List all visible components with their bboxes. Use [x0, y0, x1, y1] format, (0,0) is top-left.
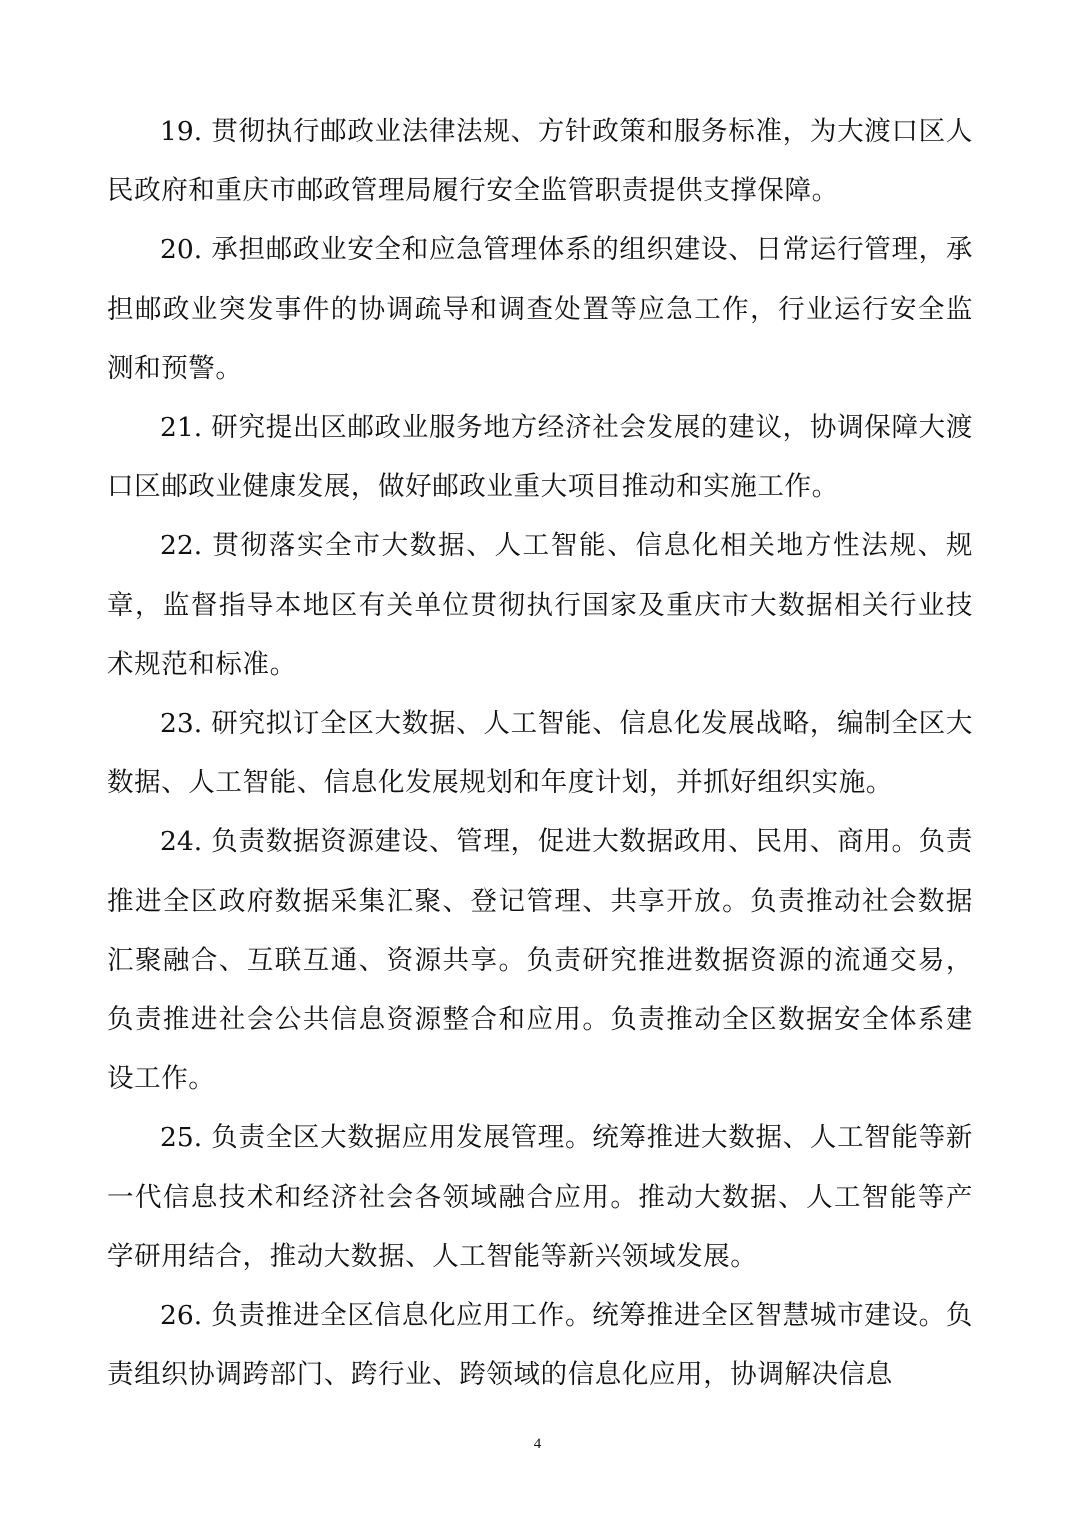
item-text: 承担邮政业安全和应急管理体系的组织建设、日常运行管理，承担邮政业突发事件的协调疏导和调查处置等应急工作，行业运行安全监测和预警。: [107, 234, 973, 384]
item-text: 负责数据资源建设、管理，促进大数据政用、民用、商用。负责推进全区政府数据采集汇聚、登记管理、共享开放。负责推动社会数据汇聚融合、互联互通、资源共享。负责研究推进数据资源的流通交易，负责推进社会公共信息资源整合和应用。负责推动全区数据安全体系建设工作。: [107, 826, 973, 1095]
item-text: 研究拟订全区大数据、人工智能、信息化发展战略，编制全区大数据、人工智能、信息化发展规划和年度计划，并抓好组织实施。: [107, 708, 973, 799]
item-number: 19.: [160, 116, 203, 147]
paragraph-26: [107, 1286, 973, 1404]
item-number: 24.: [160, 826, 203, 858]
item-number: 23.: [160, 708, 203, 740]
item-text: 贯彻落实全市大数据、人工智能、信息化相关地方性法规、规章，监督指导本地区有关单位贯彻执行国家及重庆市大数据相关行业技术规范和标准。: [107, 530, 973, 680]
item-text: 贯彻执行邮政业法律法规、方针政策和服务标准，为大渡口区人民政府和重庆市邮政管理局履行安全监管职责提供支撑保障。: [107, 116, 973, 207]
paragraph-19: [107, 102, 973, 220]
document-body: [107, 102, 973, 1404]
paragraph-23: [107, 694, 973, 812]
item-text: 负责推进全区信息化应用工作。统筹推进全区智慧城市建设。负责组织协调跨部门、跨行业、跨领域的信息化应用，协调解决信息: [107, 1300, 973, 1391]
paragraph-21: [107, 398, 973, 516]
paragraph-25: [107, 1108, 973, 1286]
paragraph-22: [107, 516, 973, 694]
item-text: 负责全区大数据应用发展管理。统筹推进大数据、人工智能等新一代信息技术和经济社会各领域融合应用。推动大数据、人工智能等产学研用结合，推动大数据、人工智能等新兴领域发展。: [107, 1122, 973, 1272]
item-number: 25.: [160, 1122, 203, 1154]
page-number: 4: [533, 1436, 542, 1452]
item-number: 22.: [160, 530, 203, 562]
item-number: 21.: [160, 412, 203, 444]
item-number: 20.: [160, 234, 203, 266]
item-text: 研究提出区邮政业服务地方经济社会发展的建议，协调保障大渡口区邮政业健康发展，做好邮政业重大项目推动和实施工作。: [107, 412, 973, 503]
item-number: 26.: [160, 1300, 203, 1332]
paragraph-24: [107, 812, 973, 1108]
paragraph-20: [107, 220, 973, 398]
